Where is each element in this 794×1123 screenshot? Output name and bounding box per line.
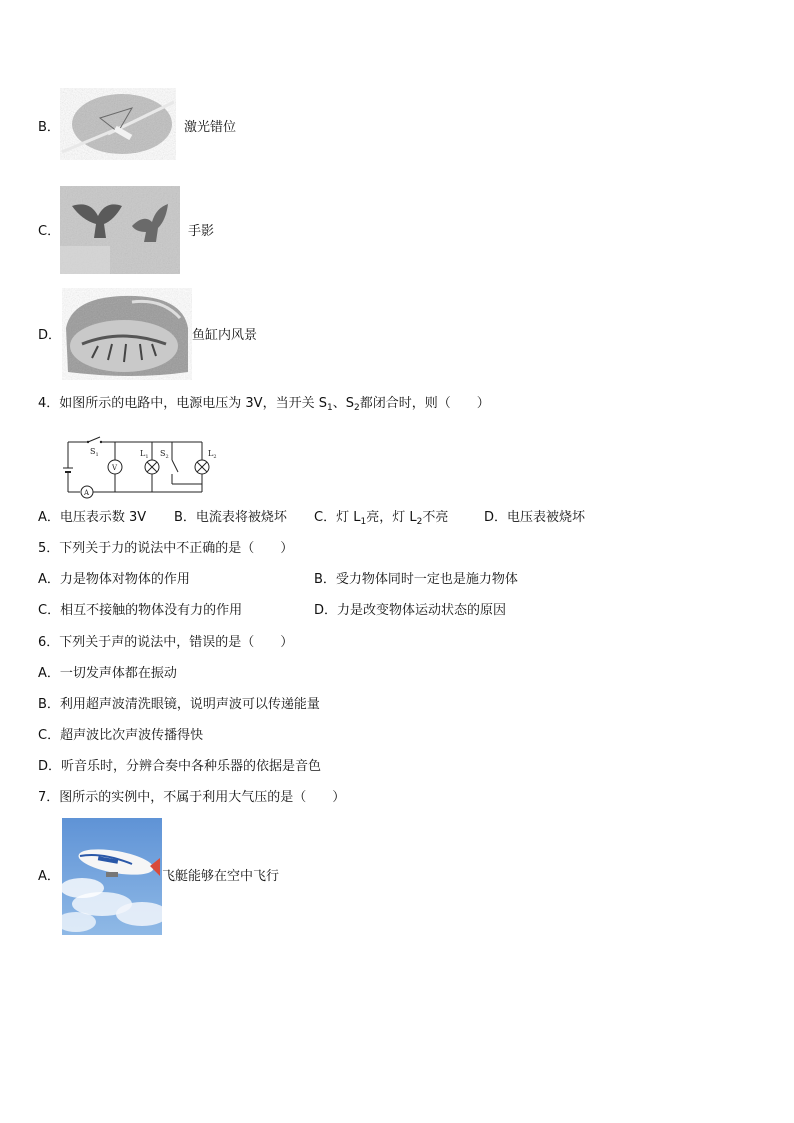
s1-label: $S_1$ (90, 447, 99, 458)
q3-option-b-image (60, 88, 176, 160)
q6-stem: 6．下列关于声的说法中，错误的是（ ） (38, 635, 294, 650)
q3-option-d-image (62, 288, 192, 380)
q3-option-b-letter: B． (38, 120, 60, 135)
q4-circuit-diagram (60, 434, 226, 500)
q4-option-b: B．电流表将被烧坏 (174, 510, 287, 525)
ammeter-label: A (84, 489, 90, 497)
q4-stem-s1-sub: 1 (326, 403, 333, 413)
q4-stem-part-2: 、S (332, 396, 354, 411)
q7-stem: 7．图所示的实例中，不属于利用大气压的是（ ） (38, 790, 346, 805)
q5-stem: 5．下列关于力的说法中不正确的是（ ） (38, 541, 294, 556)
q3-option-c-image (60, 186, 180, 274)
q3-option-d-letter: D． (38, 328, 62, 343)
q5-option-c: C．相互不接触的物体没有力的作用 (38, 603, 243, 618)
q6-option-c: C．超声波比次声波传播得快 (38, 728, 204, 743)
q3-option-c-caption: 手影 (188, 224, 215, 239)
q4-option-a: A．电压表示数 3V (38, 510, 147, 525)
q6-option-b: B．利用超声波清洗眼镜，说明声波可以传递能量 (38, 697, 320, 712)
q4-option-c: C．灯 $L_1$亮，灯 $L_2$不亮 (314, 510, 449, 527)
q4-stem-s2-sub: 2 (353, 403, 360, 413)
q3-option-c-letter: C． (38, 224, 61, 239)
q6-option-a: A．一切发声体都在振动 (38, 666, 177, 681)
s2-label: $S_2$ (160, 449, 169, 460)
q7-option-a-letter: A． (38, 869, 60, 884)
q5-option-d: D．力是改变物体运动状态的原因 (314, 603, 507, 618)
q4-stem-part-3: 都闭合时，则（ ） (359, 396, 490, 411)
l2-label: $L_2$ (208, 449, 217, 460)
q3-option-b-caption: 激光错位 (184, 120, 237, 135)
l1-label: $L_1$ (140, 449, 149, 460)
q5-option-b: B．受力物体同时一定也是施力物体 (314, 572, 518, 587)
voltmeter-label: V (112, 464, 118, 472)
q7-option-a-caption: 飞艇能够在空中飞行 (162, 869, 280, 884)
q3-option-d-caption: 鱼缸内风景 (192, 328, 258, 343)
q4-stem-part-1: 4．如图所示的电路中，电源电压为 3V，当开关 S (38, 396, 327, 411)
q4-stem (38, 396, 490, 412)
q6-option-d: D．听音乐时，分辨合奏中各种乐器的依据是音色 (38, 759, 322, 774)
q5-option-a: A．力是物体对物体的作用 (38, 572, 190, 587)
q7-option-a-image (62, 818, 162, 935)
q4-option-d: D．电压表被烧坏 (484, 510, 586, 525)
